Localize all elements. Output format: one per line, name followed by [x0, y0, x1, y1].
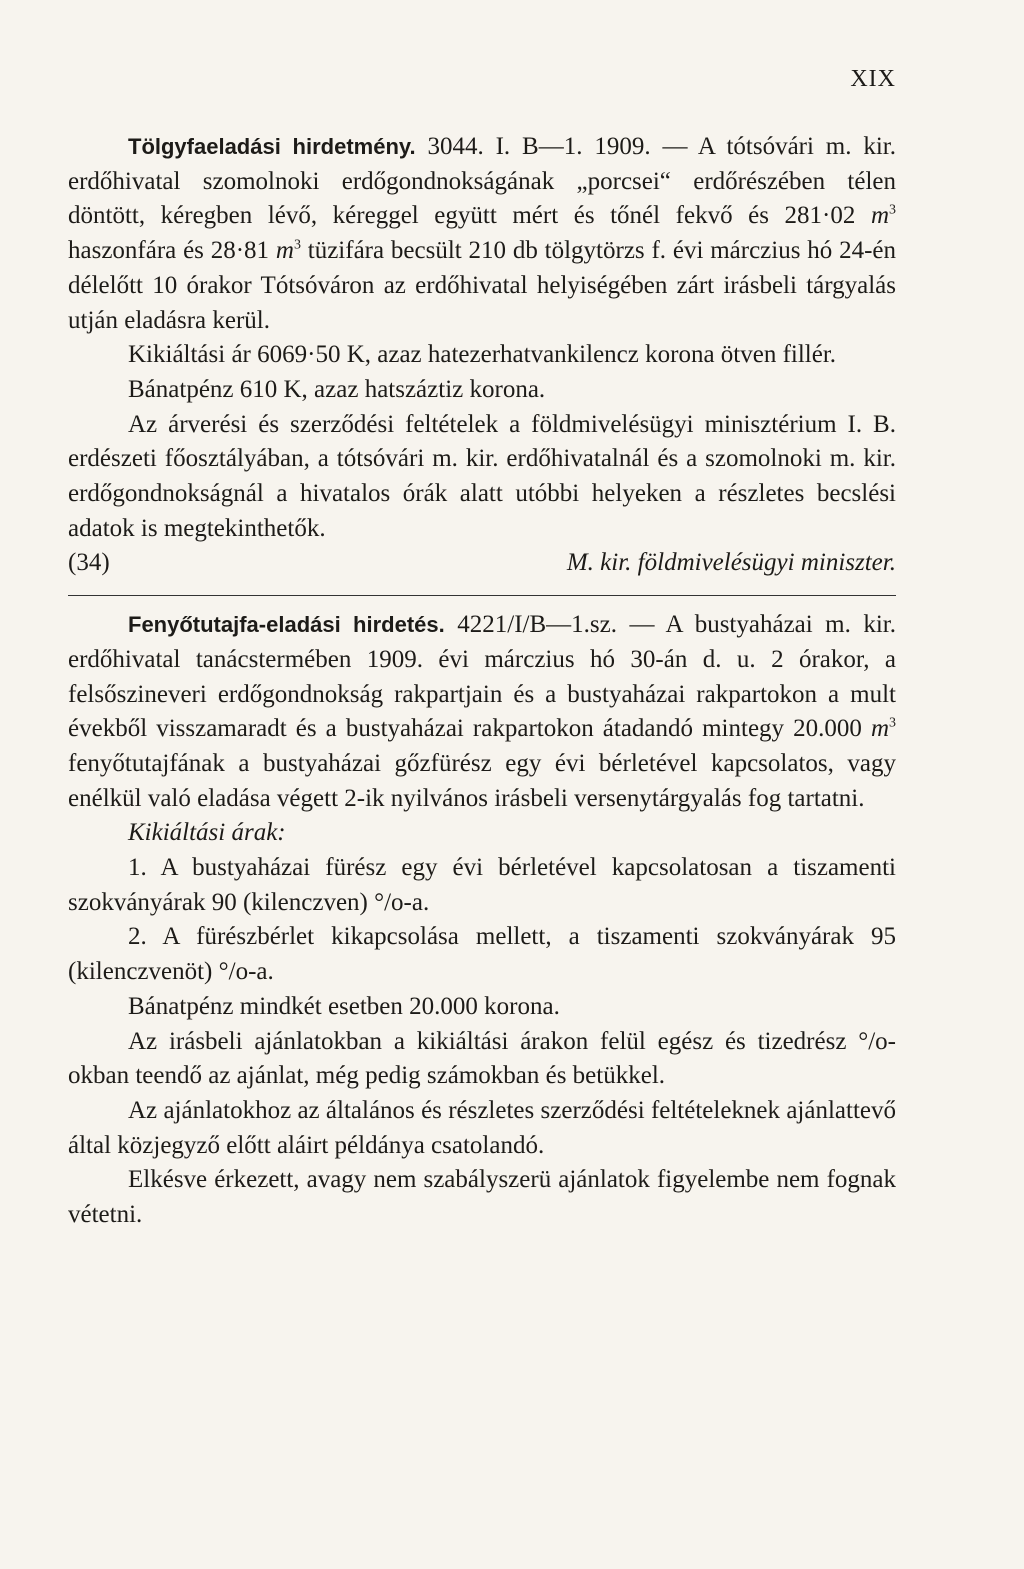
- notice-pine-offers: Az irásbeli ajánlatokban a kikiáltási árakon felül egész és tizedrész °/o-okban teendő az ajánlat, még pedig számokban és betükkel.: [68, 1027, 896, 1090]
- notice-oak-number: (34): [68, 549, 110, 577]
- notice-pine-intro: Fenyőtutajfa-eladási hirdetés. 4221/I/B—1.sz. — A bustyaházai m. kir. erdőhivatal tanácstermében 1909. évi márczius hó 30-án d. u. 2 órakor, a felsőszineveri erdőgondnokság rakpartjain és a bustyaházai rakpartokon a mult évekből visszamaradt és a bustyaházai rakpartokon átadandó mintegy 20.000 $m^3$ fenyőtutajfának a bustyaházai gőzfürész egy évi bérletével kapcsolatos, vagy enélkül való eladása végett 2-ik nyilvános irásbeli versenytárgyalás fog tartatni.: [68, 611, 897, 812]
- notice-oak-intro: Tölgyfaeladási hirdetmény. 3044. I. B—1. 1909. — A tótsóvári m. kir. erdőhivatal szomolnoki erdőgondnokságának „porcsei“ erdőrészében télen döntött, kéregben lévő, kéreggel együtt mért és tőnél fekvő és 281·02 $m^3$ haszonfára és 28·81 $m^3$ tüzifára becsült 210 db tölgytörzs f. évi márczius hó 24-én délelőtt 10 órakor Tótsóváron az erdőhivatal helyiségében zárt irásbeli tárgyalás utján eladásra kerül.: [68, 133, 897, 334]
- notice-pine-item-2: 2. A fürészbérlet kikapcsolása mellett, a tiszamenti szokványárak 95 (kilenczvenöt) °/o-a.: [68, 923, 896, 986]
- page-number: XIX: [850, 66, 896, 92]
- notice-oak-price: Kikiáltási ár 6069·50 K, azaz hatezerhatvankilencz korona ötven fillér.: [128, 341, 837, 369]
- notice-oak-deposit: Bánatpénz 610 K, azaz hatszáztiz korona.: [128, 375, 546, 403]
- page-content: [68, 130, 896, 1233]
- notice-pine-deposit: Bánatpénz mindkét esetben 20.000 korona.: [128, 992, 560, 1020]
- notice-pine-item-1: 1. A bustyaházai fürész egy évi bérletével kapcsolatosan a tiszamenti szokványárak 90 (kilenczven) °/o-a.: [68, 854, 896, 916]
- notice-pine-prices-heading: Kikiáltási árak:: [128, 819, 286, 847]
- notice-oak-terms: Az árverési és szerződési feltételek a földmivelésügyi minisztérium I. B. erdészeti főosztályában, a tótsóvári m. kir. erdőhivatalnál és a szomolnoki m. kir. erdőgondnokságnál a hivatalos órák alatt utóbbi helyeken a részletes becslési adatok is megtekinthetők.: [68, 410, 896, 542]
- section-divider: [68, 595, 896, 596]
- notice-pine-late: Elkésve érkezett, avagy nem szabályszerü ajánlatok figyelembe nem fognak vétetni.: [68, 1166, 896, 1229]
- notice-oak-signature: M. kir. földmivelésügyi miniszter.: [566, 549, 896, 577]
- notice-oak-signature-line: [68, 546, 896, 581]
- notice-pine-title: Fenyőtutajfa-eladási hirdetés.: [128, 612, 445, 638]
- notice-oak-title: Tölgyfaeladási hirdetmény.: [128, 134, 416, 159]
- notice-pine-raft-sale: [68, 608, 896, 1233]
- notice-oak-sale: [68, 130, 896, 581]
- notice-pine-attach: Az ajánlatokhoz az általános és részletes szerződési feltételeknek ajánlattevő által közjegyző előtt aláirt példánya csatolandó.: [68, 1096, 896, 1159]
